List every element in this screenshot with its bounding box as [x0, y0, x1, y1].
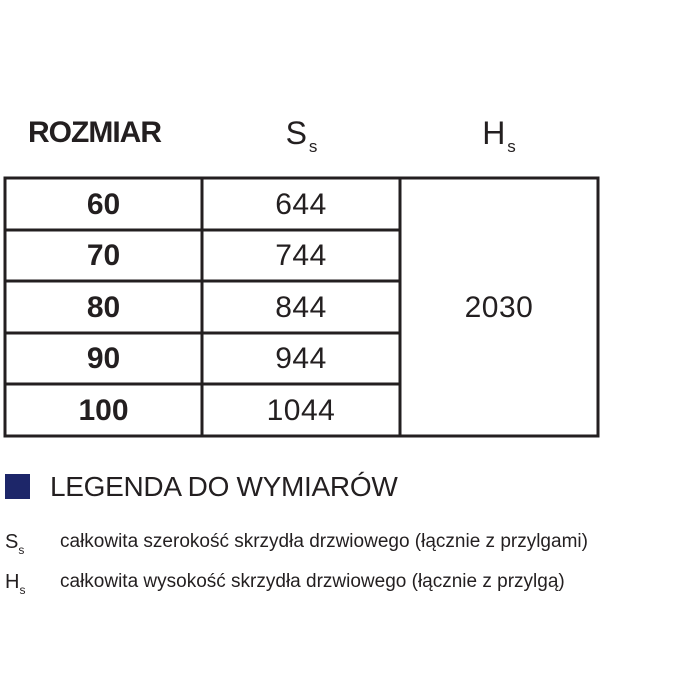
table-cell-width: 1044	[266, 394, 336, 427]
table-cell-width: 944	[275, 342, 327, 375]
table-cell-width: 744	[275, 239, 327, 272]
legend-symbol-subscript: s	[18, 543, 25, 557]
table-cell-height: 2030	[464, 291, 534, 324]
legend-color-square	[5, 474, 30, 499]
legend-symbol-ss	[5, 529, 24, 563]
legend-symbol-subscript: s	[19, 583, 26, 597]
legend-description: całkowita szerokość skrzydła drzwiowego (łącznie z przylgami)	[60, 531, 588, 552]
legend-symbol-letter: S	[5, 531, 19, 553]
legend-title: LEGENDA DO WYMIARÓW	[50, 471, 398, 502]
table-cell-size: 80	[86, 291, 121, 324]
header-ss-symbol: S	[285, 115, 307, 151]
table-cell-size: 60	[86, 188, 121, 221]
legend-description: całkowita wysokość skrzydła drzwiowego (łącznie z przylgą)	[60, 571, 565, 592]
table-cell-width: 844	[275, 291, 327, 324]
legend-symbol-hs	[5, 569, 25, 603]
header-ss-subscript: s	[308, 137, 318, 156]
header-rozmiar: ROZMIAR	[28, 116, 161, 149]
table-cell-width: 644	[275, 188, 327, 221]
legend-symbol-letter: H	[5, 571, 20, 593]
table-cell-size: 100	[78, 394, 129, 427]
table-cell-size: 90	[86, 342, 121, 375]
header-hs-subscript: s	[507, 137, 516, 156]
table-cell-size: 70	[86, 239, 121, 272]
header-hs-symbol: H	[482, 115, 506, 151]
